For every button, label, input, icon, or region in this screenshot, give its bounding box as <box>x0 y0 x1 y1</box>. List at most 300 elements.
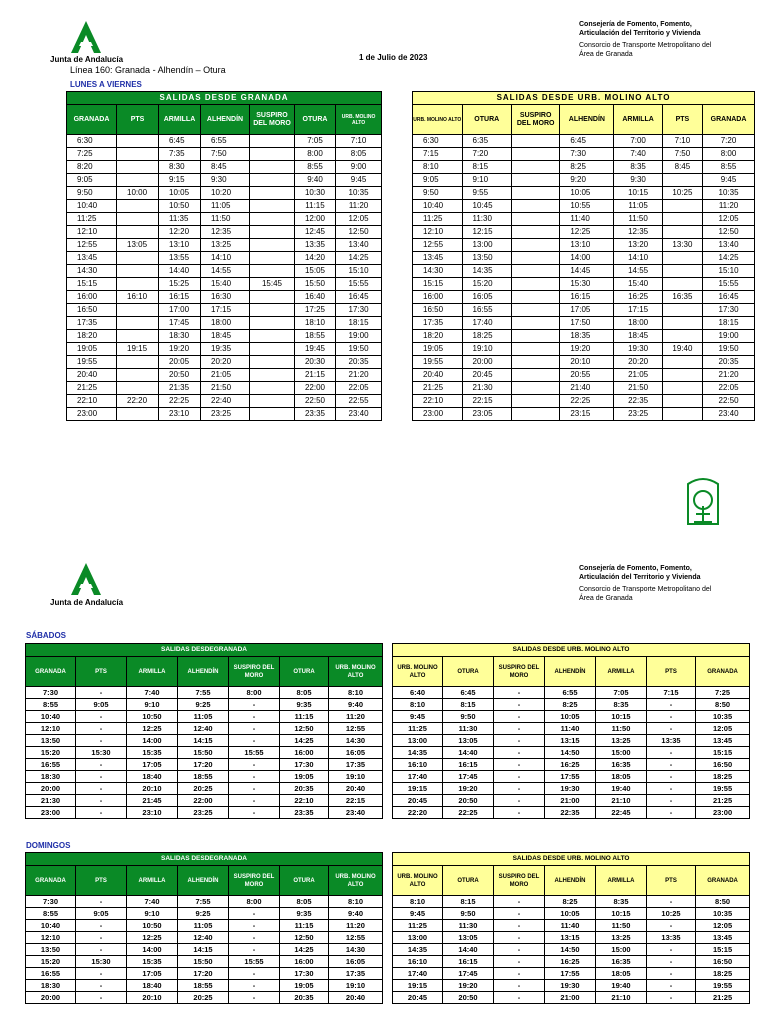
table-cell: 21:15 <box>295 369 336 382</box>
table-row <box>393 699 750 711</box>
table-cell: 11:40 <box>545 723 596 735</box>
table-cell: 12:40 <box>178 932 229 944</box>
table-cell: 16:40 <box>295 291 336 304</box>
table-cell: - <box>647 980 696 992</box>
table-cell <box>250 330 295 343</box>
table-cell: 20:25 <box>178 992 229 1004</box>
table-cell: 10:40 <box>67 200 117 213</box>
table-row <box>26 920 383 932</box>
sunday-granada-banner: SALIDAS DESDEGRANADA <box>26 853 383 866</box>
table-cell: 8:00 <box>295 148 336 161</box>
col-header: GRANADA <box>67 105 117 135</box>
table-cell: 15:25 <box>159 278 201 291</box>
table-cell: 8:55 <box>26 908 76 920</box>
table-cell: 8:25 <box>545 896 596 908</box>
table-cell: 15:55 <box>336 278 382 291</box>
table-cell: 15:20 <box>462 278 512 291</box>
table-cell: 15:10 <box>703 265 755 278</box>
table-cell: 7:30 <box>26 687 76 699</box>
table-cell: 19:35 <box>201 343 250 356</box>
table-row <box>67 187 382 200</box>
table-cell: 19:15 <box>393 980 443 992</box>
table-cell: 17:05 <box>560 304 614 317</box>
table-cell: 7:30 <box>26 896 76 908</box>
table-cell: 8:50 <box>696 699 750 711</box>
table-cell: 10:35 <box>696 711 750 723</box>
table-cell: 13:45 <box>696 735 750 747</box>
table-cell: 22:20 <box>117 395 159 408</box>
table-cell <box>117 278 159 291</box>
table-cell: - <box>76 807 127 819</box>
table-cell: 20:50 <box>443 992 494 1004</box>
table-cell: 13:25 <box>596 932 647 944</box>
table-cell: 9:30 <box>614 174 662 187</box>
table-cell: 13:50 <box>462 252 512 265</box>
table-cell: - <box>76 968 127 980</box>
table-cell: 13:55 <box>159 252 201 265</box>
table-cell: 16:05 <box>329 747 383 759</box>
table-cell: 12:05 <box>696 920 750 932</box>
table-row <box>393 759 750 771</box>
table-cell: - <box>494 735 545 747</box>
table-cell <box>512 278 560 291</box>
table-cell: 6:55 <box>545 687 596 699</box>
table-cell: 16:35 <box>662 291 702 304</box>
col-header: SUSPIRO DEL MORO <box>250 105 295 135</box>
table-row <box>67 200 382 213</box>
table-cell: 22:10 <box>67 395 117 408</box>
table-cell: 14:25 <box>703 252 755 265</box>
table-cell <box>117 304 159 317</box>
table-cell: 22:55 <box>336 395 382 408</box>
table-cell: 8:55 <box>703 161 755 174</box>
table-cell: 9:10 <box>127 699 178 711</box>
table-cell <box>512 291 560 304</box>
table-cell: 10:20 <box>201 187 250 200</box>
table-cell: 19:20 <box>443 980 494 992</box>
table-cell <box>117 174 159 187</box>
saturday-label: SÁBADOS <box>26 631 67 640</box>
header-consejeria <box>579 564 711 603</box>
table-cell: 17:05 <box>127 968 178 980</box>
table-cell: 11:30 <box>443 723 494 735</box>
table-row <box>67 369 382 382</box>
table-cell: 6:45 <box>159 135 201 148</box>
table-cell: 8:05 <box>280 896 329 908</box>
table-cell <box>250 213 295 226</box>
table-cell: 8:35 <box>596 896 647 908</box>
table-cell: 9:05 <box>76 908 127 920</box>
table-cell: 10:50 <box>127 920 178 932</box>
table-cell: 12:35 <box>201 226 250 239</box>
table-row <box>67 278 382 291</box>
table-cell: 17:35 <box>329 759 383 771</box>
table-cell: - <box>229 944 280 956</box>
table-cell <box>512 343 560 356</box>
table-cell <box>250 174 295 187</box>
table-row <box>26 896 383 908</box>
table-cell: 10:30 <box>295 187 336 200</box>
table-cell: - <box>229 783 280 795</box>
table-cell <box>512 200 560 213</box>
table-cell: 6:30 <box>413 135 463 148</box>
table-cell: 9:50 <box>443 711 494 723</box>
table-cell: - <box>76 896 127 908</box>
table-cell: - <box>76 735 127 747</box>
table-cell <box>512 382 560 395</box>
table-row <box>26 980 383 992</box>
table-cell: 13:40 <box>703 239 755 252</box>
table-cell: 18:15 <box>703 317 755 330</box>
table-cell: 11:15 <box>280 711 329 723</box>
table-cell: 8:45 <box>201 161 250 174</box>
table-cell: 9:10 <box>127 908 178 920</box>
table-row <box>26 932 383 944</box>
table-cell: 7:20 <box>703 135 755 148</box>
table-cell: - <box>76 771 127 783</box>
table-cell: 21:25 <box>696 795 750 807</box>
weekday-molino-table <box>412 91 755 421</box>
table-cell: 20:05 <box>159 356 201 369</box>
table-cell: 17:15 <box>201 304 250 317</box>
table-cell: 18:25 <box>462 330 512 343</box>
table-cell: 20:35 <box>280 992 329 1004</box>
table-cell <box>250 395 295 408</box>
table-cell: 12:10 <box>26 932 76 944</box>
table-cell <box>662 304 702 317</box>
table-cell <box>512 408 560 421</box>
table-cell: 21:30 <box>26 795 76 807</box>
table-cell: 17:15 <box>614 304 662 317</box>
col-header: URB. MOLINO ALTO <box>329 657 383 687</box>
table-cell: 21:00 <box>545 795 596 807</box>
table-row <box>413 395 755 408</box>
table-cell: 18:30 <box>159 330 201 343</box>
table-cell: 12:35 <box>614 226 662 239</box>
table-cell: 16:55 <box>26 759 76 771</box>
table-row <box>413 317 755 330</box>
table-cell: 19:05 <box>67 343 117 356</box>
table-cell: 21:10 <box>596 992 647 1004</box>
table-cell: 14:10 <box>614 252 662 265</box>
table-row <box>393 980 750 992</box>
table-cell: 21:25 <box>696 992 750 1004</box>
table-cell: 9:35 <box>280 908 329 920</box>
col-header: SUSPIRO DEL MORO <box>494 866 545 896</box>
table-cell <box>512 161 560 174</box>
table-cell <box>512 148 560 161</box>
col-header: GRANADA <box>696 866 750 896</box>
table-cell: 8:50 <box>696 896 750 908</box>
table-cell: 7:30 <box>560 148 614 161</box>
table-cell: 15:35 <box>127 956 178 968</box>
table-cell: 13:45 <box>67 252 117 265</box>
table-row <box>67 382 382 395</box>
table-cell: 18:00 <box>614 317 662 330</box>
table-cell: 13:30 <box>662 239 702 252</box>
col-header: PTS <box>647 657 696 687</box>
table-cell: 16:15 <box>560 291 614 304</box>
col-header: GRANADA <box>26 657 76 687</box>
header-consejeria <box>579 20 711 59</box>
table-cell: 7:10 <box>336 135 382 148</box>
table-cell: 19:05 <box>413 343 463 356</box>
table-cell: 17:25 <box>295 304 336 317</box>
table-cell: - <box>647 711 696 723</box>
table-cell <box>117 330 159 343</box>
col-header: OTURA <box>280 657 329 687</box>
table-cell: 15:15 <box>67 278 117 291</box>
table-cell: 19:05 <box>280 980 329 992</box>
table-row <box>413 239 755 252</box>
table-cell: 11:40 <box>545 920 596 932</box>
table-cell: 15:55 <box>229 956 280 968</box>
table-cell: - <box>76 795 127 807</box>
table-row <box>413 161 755 174</box>
col-header: ARMILLA <box>127 866 178 896</box>
table-cell: - <box>229 795 280 807</box>
table-cell: 17:45 <box>443 771 494 783</box>
table-cell: 16:15 <box>443 956 494 968</box>
table-cell: 9:40 <box>329 699 383 711</box>
table-cell: 8:55 <box>295 161 336 174</box>
saturday-molino-table <box>392 643 750 819</box>
table-cell: 9:15 <box>159 174 201 187</box>
table-cell: 18:45 <box>614 330 662 343</box>
table-cell: - <box>494 759 545 771</box>
table-row <box>393 920 750 932</box>
table-cell: - <box>76 980 127 992</box>
table-cell: 13:50 <box>26 735 76 747</box>
table-row <box>26 944 383 956</box>
table-cell: 14:00 <box>127 944 178 956</box>
table-cell <box>117 356 159 369</box>
table-cell: 15:20 <box>26 747 76 759</box>
table-cell: - <box>229 723 280 735</box>
table-cell: 14:00 <box>560 252 614 265</box>
table-cell: - <box>647 896 696 908</box>
table-cell: 19:15 <box>117 343 159 356</box>
junta-andalucia-logo-icon <box>68 562 104 596</box>
table-cell <box>250 226 295 239</box>
table-cell: 12:05 <box>336 213 382 226</box>
table-cell <box>662 356 702 369</box>
table-cell: 12:20 <box>159 226 201 239</box>
table-cell: 13:00 <box>462 239 512 252</box>
table-cell: 10:35 <box>336 187 382 200</box>
table-cell: 18:40 <box>127 771 178 783</box>
table-cell: 19:15 <box>393 783 443 795</box>
table-cell: 10:50 <box>127 711 178 723</box>
col-header: PTS <box>662 105 702 135</box>
table-row <box>26 699 383 711</box>
table-cell: 23:00 <box>67 408 117 421</box>
col-header: ARMILLA <box>159 105 201 135</box>
table-cell: 10:35 <box>696 908 750 920</box>
table-cell: 11:50 <box>596 920 647 932</box>
table-cell: 14:40 <box>159 265 201 278</box>
table-cell: 22:10 <box>413 395 463 408</box>
table-cell: 15:10 <box>336 265 382 278</box>
table-cell: 22:35 <box>545 807 596 819</box>
table-cell: 18:15 <box>336 317 382 330</box>
sunday-granada-table <box>25 852 383 1004</box>
table-cell <box>117 382 159 395</box>
table-cell: 7:50 <box>662 148 702 161</box>
table-cell: 20:45 <box>462 369 512 382</box>
table-cell: 22:15 <box>462 395 512 408</box>
table-cell: 12:55 <box>329 932 383 944</box>
table-cell: 23:05 <box>462 408 512 421</box>
table-cell: 16:00 <box>280 956 329 968</box>
table-cell: 6:40 <box>393 687 443 699</box>
table-cell: 10:05 <box>560 187 614 200</box>
table-cell: 7:05 <box>596 687 647 699</box>
table-cell: 20:40 <box>329 992 383 1004</box>
table-cell: 19:00 <box>336 330 382 343</box>
table-row <box>67 291 382 304</box>
table-row <box>67 330 382 343</box>
table-row <box>26 783 383 795</box>
table-cell: 16:00 <box>413 291 463 304</box>
table-row <box>393 896 750 908</box>
table-row <box>26 908 383 920</box>
table-cell <box>512 395 560 408</box>
table-cell: 11:50 <box>614 213 662 226</box>
table-cell: 19:10 <box>329 980 383 992</box>
table-cell: 12:10 <box>67 226 117 239</box>
table-cell: 18:40 <box>127 980 178 992</box>
table-cell: 15:00 <box>596 944 647 956</box>
table-cell: - <box>494 795 545 807</box>
table-cell: 21:35 <box>159 382 201 395</box>
table-cell: 8:35 <box>614 161 662 174</box>
table-row <box>26 759 383 771</box>
table-cell: 19:50 <box>336 343 382 356</box>
table-cell: 21:00 <box>545 992 596 1004</box>
table-cell: 21:50 <box>201 382 250 395</box>
table-cell: 15:40 <box>614 278 662 291</box>
table-cell: 18:10 <box>295 317 336 330</box>
table-cell <box>250 317 295 330</box>
table-cell: 23:00 <box>696 807 750 819</box>
table-cell <box>662 213 702 226</box>
table-cell: 23:25 <box>178 807 229 819</box>
table-cell: 20:45 <box>393 795 443 807</box>
table-cell: 11:20 <box>336 200 382 213</box>
table-cell: 21:10 <box>596 795 647 807</box>
table-cell: 7:55 <box>178 896 229 908</box>
weekday-molino-body <box>413 135 755 421</box>
table-cell: 11:30 <box>443 920 494 932</box>
table-cell: 12:25 <box>127 723 178 735</box>
table-cell: 9:40 <box>295 174 336 187</box>
table-cell: 8:20 <box>67 161 117 174</box>
table-cell: - <box>229 992 280 1004</box>
saturday-granada-body <box>26 687 383 819</box>
table-cell: 8:05 <box>336 148 382 161</box>
table-cell: 23:40 <box>336 408 382 421</box>
table-cell: 6:30 <box>67 135 117 148</box>
table-cell: 11:25 <box>393 920 443 932</box>
table-cell: 19:40 <box>662 343 702 356</box>
table-cell: 12:55 <box>413 239 463 252</box>
table-cell: 15:55 <box>703 278 755 291</box>
table-cell: 13:10 <box>560 239 614 252</box>
table-cell: 11:20 <box>329 711 383 723</box>
table-cell: 16:10 <box>393 759 443 771</box>
table-row <box>67 174 382 187</box>
consorcio-line1: Consorcio de Transporte Metropolitano del <box>579 42 712 49</box>
table-row <box>67 252 382 265</box>
table-cell: 7:55 <box>178 687 229 699</box>
table-cell: 21:20 <box>336 369 382 382</box>
table-cell: 14:30 <box>67 265 117 278</box>
table-cell: 17:20 <box>178 968 229 980</box>
table-cell: 22:50 <box>295 395 336 408</box>
table-row <box>413 291 755 304</box>
table-cell: 19:05 <box>280 771 329 783</box>
table-cell: 9:50 <box>67 187 117 200</box>
table-cell: 14:45 <box>560 265 614 278</box>
table-cell: 20:10 <box>127 783 178 795</box>
table-cell: - <box>494 956 545 968</box>
table-cell: 19:40 <box>596 783 647 795</box>
table-cell: 11:30 <box>462 213 512 226</box>
table-cell: 22:45 <box>596 807 647 819</box>
table-cell: - <box>76 711 127 723</box>
table-cell: - <box>229 980 280 992</box>
table-cell: 8:10 <box>393 896 443 908</box>
table-cell: 17:00 <box>159 304 201 317</box>
table-cell: 19:00 <box>703 330 755 343</box>
table-row <box>26 711 383 723</box>
table-row <box>67 226 382 239</box>
table-cell: 13:45 <box>413 252 463 265</box>
table-row <box>26 687 383 699</box>
table-cell <box>662 317 702 330</box>
table-cell: 12:10 <box>26 723 76 735</box>
table-cell: 10:25 <box>647 908 696 920</box>
table-cell: - <box>76 723 127 735</box>
table-cell: - <box>647 747 696 759</box>
table-row <box>413 265 755 278</box>
col-header: OTURA <box>280 866 329 896</box>
table-cell: 19:45 <box>295 343 336 356</box>
table-cell: 14:50 <box>545 944 596 956</box>
table-cell: 8:00 <box>229 687 280 699</box>
table-cell: 17:35 <box>413 317 463 330</box>
table-cell: 15:30 <box>560 278 614 291</box>
table-cell <box>250 200 295 213</box>
table-row <box>393 908 750 920</box>
table-row <box>67 395 382 408</box>
table-cell <box>512 135 560 148</box>
table-cell: 13:35 <box>647 932 696 944</box>
table-cell: 19:30 <box>614 343 662 356</box>
table-cell: - <box>647 699 696 711</box>
table-cell: 12:45 <box>295 226 336 239</box>
table-row <box>413 135 755 148</box>
table-cell: 17:55 <box>545 968 596 980</box>
table-row <box>67 135 382 148</box>
table-cell: 14:10 <box>201 252 250 265</box>
table-cell: 15:15 <box>696 747 750 759</box>
table-cell: 8:10 <box>329 687 383 699</box>
table-cell <box>512 369 560 382</box>
table-cell: 16:55 <box>26 968 76 980</box>
table-cell: 16:00 <box>67 291 117 304</box>
